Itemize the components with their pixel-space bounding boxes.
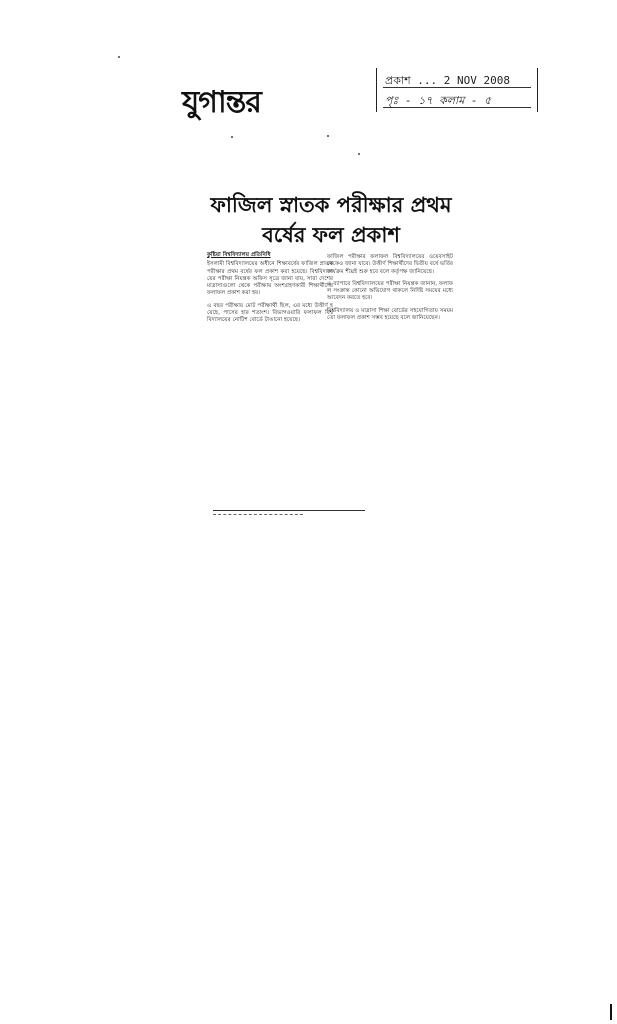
newspaper-masthead: যুগান্তর: [182, 85, 261, 120]
article-paragraph: ইসলামী বিশ্ববিদ্যালয়ের অধীনে শিক্ষাবর্ষের ফাজিল স্নাতক পরীক্ষার প্রথম বর্ষের ফল প্রকাশ করা হয়েছে। বিশ্ববিদ্যালয়ের পরীক্ষা নিয়ন্ত্রক অফিস সূত্রে জানা যায়, সারা দেশের মাদ্রাসাগুলো থেকে পরীক্ষায় অংশগ্রহণকারী শিক্ষার্থীদের ফলাফল প্রকাশ করা হয়।: [207, 261, 333, 297]
date-stamp-line2: পৃঃ - ১৭ কলাম - ৫: [385, 94, 492, 107]
article-end-rule-dashed: [213, 514, 303, 515]
headline-line-2: বর্ষের ফল প্রকাশ: [262, 222, 400, 247]
scan-speck: [118, 56, 120, 58]
date-stamp: [376, 68, 538, 112]
article-column-right: [327, 254, 453, 327]
article-column-left: [207, 252, 333, 330]
scan-speck: [358, 153, 360, 155]
article-end-rule: [213, 510, 365, 511]
scan-speck: [327, 135, 329, 137]
article-paragraph: ফাজিল পরীক্ষার ফলাফল বিশ্ববিদ্যালয়ের ওয়েবসাইট থেকেও জানা যাবে। উত্তীর্ণ শিক্ষার্থীদের দ্বিতীয় বর্ষে ভর্তির কার্যক্রম শীঘ্রই শুরু হবে বলে কর্তৃপক্ষ জানিয়েছে।: [327, 254, 453, 275]
stamp-divider: [383, 87, 531, 88]
article-byline: কুষ্টিয়া বিশ্ববিদ্যালয় প্রতিনিধি: [207, 252, 271, 258]
article-paragraph: এ ব্যাপারে বিশ্ববিদ্যালয়ের পরীক্ষা নিয়ন্ত্রক জানান, ফলাফল সংক্রান্ত কোনো অভিযোগ থাকলে নির্দিষ্ট সময়ের মধ্যে আবেদন করতে হবে।: [327, 280, 453, 302]
stamp-underline: [383, 107, 531, 108]
date-stamp-line1: প্রকাশ ... 2 NOV 2008: [385, 74, 510, 87]
article-headline: [196, 190, 466, 250]
article-paragraph: এ বছর পরীক্ষায় মোট পরীক্ষার্থী ছিল, এর মধ্যে উত্তীর্ণ হয়েছে, পাসের হার শতাংশ। বিভাগওয়ারি ফলাফল বিশ্ববিদ্যালয়ের নোটিশ বোর্ডে টাঙানো হয়েছে।: [207, 302, 333, 324]
article-paragraph: বিশ্ববিদ্যালয় ও মাদ্রাসা শিক্ষা বোর্ডের সহযোগিতায় সময়মতো ফলাফল প্রকাশ সম্ভব হয়েছে বলে জানিয়েছেন।: [327, 307, 453, 322]
scan-edge-mark: [610, 1004, 612, 1020]
scan-speck: [231, 136, 233, 138]
headline-line-1: ফাজিল স্নাতক পরীক্ষার প্রথম: [210, 192, 452, 217]
